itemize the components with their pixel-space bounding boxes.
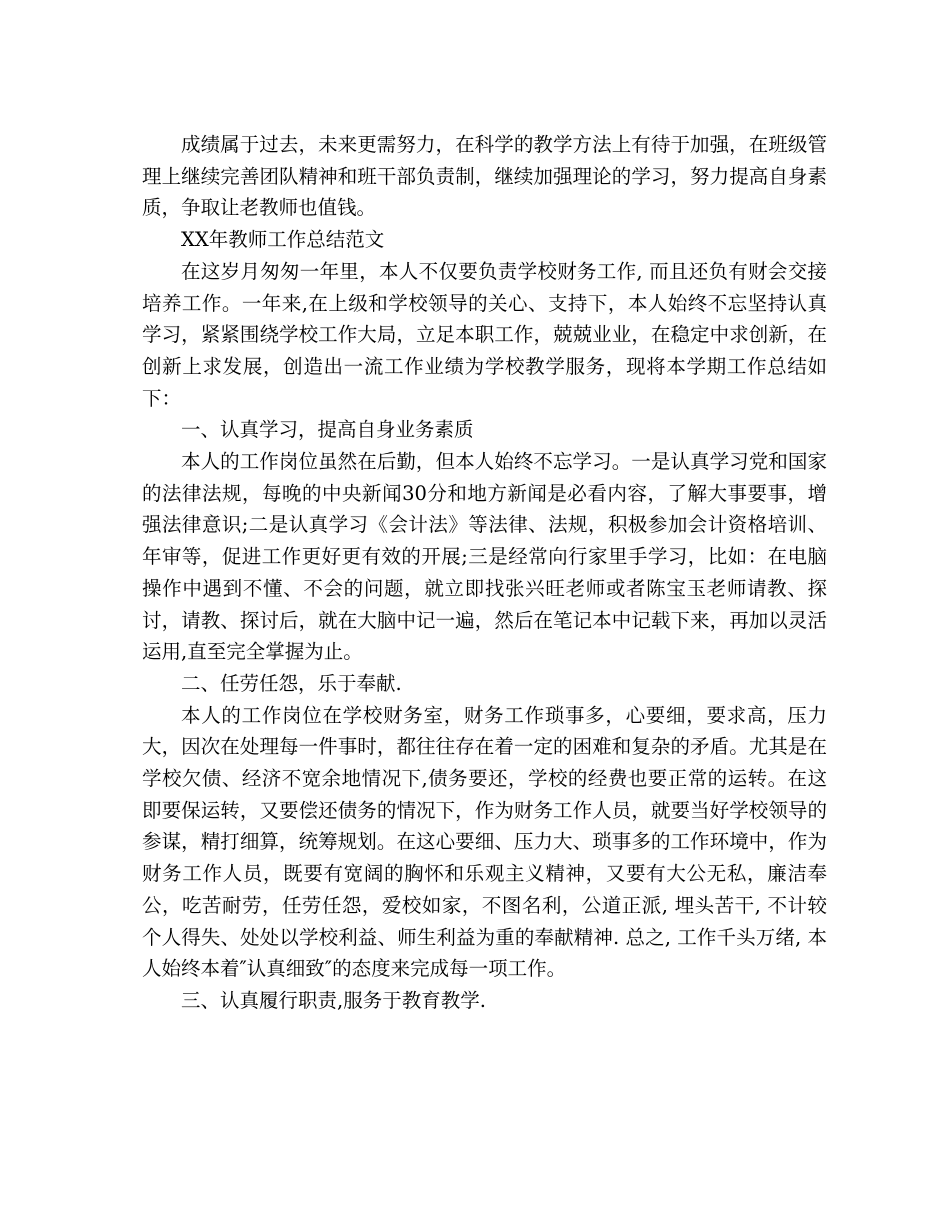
heading-one: 一、认真学习，提高自身业务素质 (181, 418, 474, 442)
paragraph-conclusion: 成绩属于过去，未来更需努力，在科学的教学方法上有待于加强，在班级管理上继续完善团队精神和班干部负责制，继续加强理论的学习，努力提高自身素质，争取让老教师也值钱。 (142, 133, 827, 220)
heading-two: 二、任劳任怨，乐于奉献. (181, 671, 402, 695)
paragraph-study: 本人的工作岗位虽然在后勤，但本人始终不忘学习。一是认真学习党和国家的法律法规，每晚的中央新闻30分和地方新闻是必看内容，了解大事要事，增强法律意识;二是认真学习《会计法》等法律、法规，积极参加会计资格培训、年审等，促进工作更好更有效的开展;三是经常向行家里手学习，比如：在电脑操作中遇到不懂、不会的问题，就立即找张兴旺老师或者陈宝玉老师请教、探讨，请教、探讨后，就在大脑中记一遍，然后在笔记本中记载下来，再加以灵活运用,直至完全掌握为止。 (142, 450, 827, 664)
paragraph-dedication: 本人的工作岗位在学校财务室，财务工作琐事多，心要细，要求高，压力大，因次在处理每一件事时，都往往存在着一定的困难和复杂的矛盾。尤其是在学校欠债、经济不宽余地情况下,债务要还，学校的经费也要正常的运转。在这即要保运转，又要偿还债务的情况下，作为财务工作人员，就要当好学校领导的参谋，精打细算，统筹规划。在这心要细、压力大、琐事多的工作环境中，作为财务工作人员，既要有宽阔的胸怀和乐观主义精神，又要有大公无私，廉洁奉公，吃苦耐劳，任劳任怨，爱校如家，不图名利，公道正派, 埋头苦干, 不计较个人得失、处处以学校利益、师生利益为重的奉献精神. 总之, 工作千头万绪, 本人始终本着″认真细致″的态度来完成每一项工作。 (142, 703, 827, 981)
paragraph-intro: 在这岁月匆匆一年里，本人不仅要负责学校财务工作, 而且还负有财会交接培养工作。一年来,在上级和学校领导的关心、支持下，本人始终不忘坚持认真学习，紧紧围绕学校工作大局，立足本职工作，兢兢业业，在稳定中求创新，在创新上求发展，创造出一流工作业绩为学校教学服务，现将本学期工作总结如下： (142, 259, 827, 410)
section-title: XX年教师工作总结范文 (181, 228, 385, 252)
document-page (142, 129, 827, 1017)
heading-three: 三、认真履行职责,服务于教育教学. (181, 988, 486, 1012)
